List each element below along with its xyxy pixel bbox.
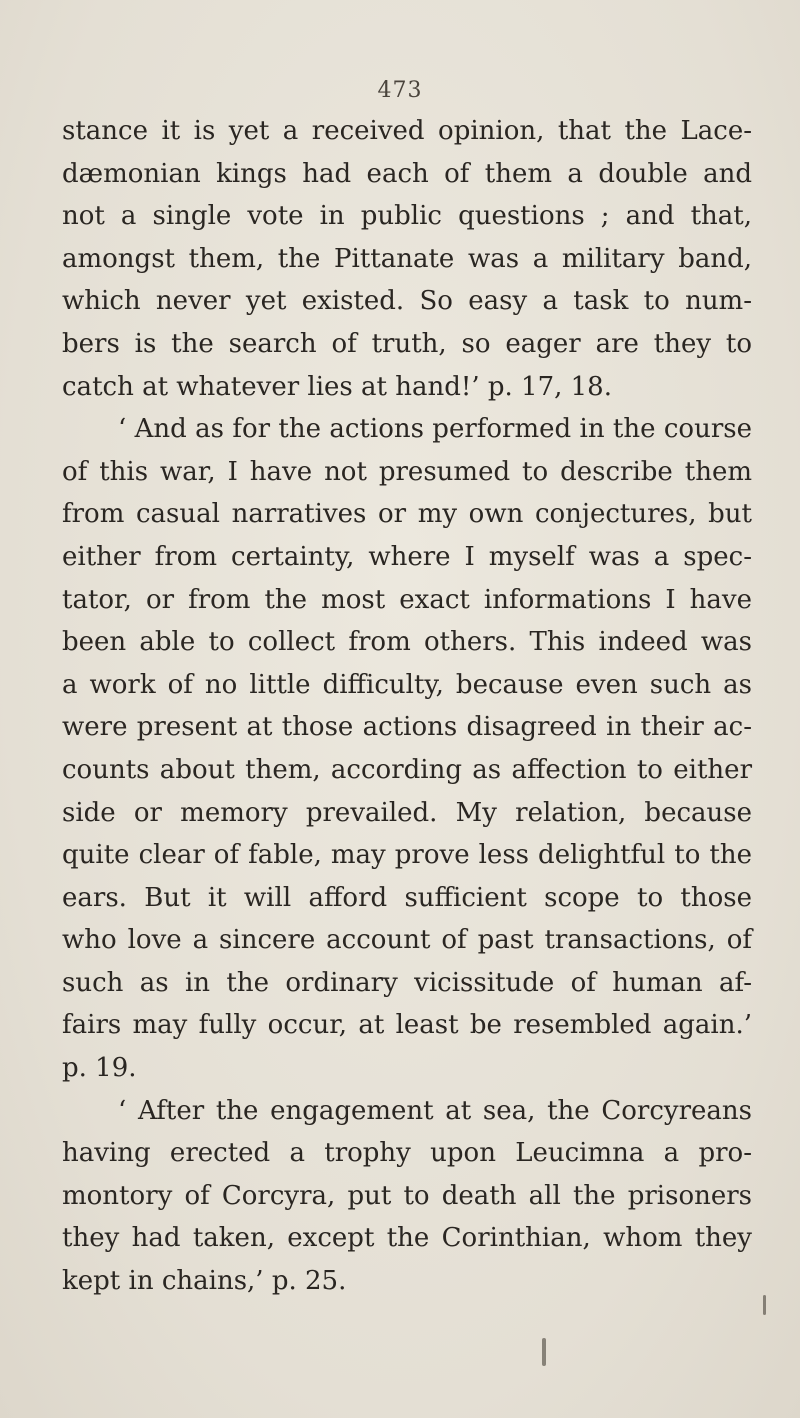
text-line: ears. But it will afford sufficient scope to those <box>62 882 752 913</box>
text-line: kept in chains,’ p. 25. <box>62 1266 347 1297</box>
text-line: amongst them, the Pittanate was a military band, <box>62 243 752 274</box>
text-line: which never yet existed. So easy a task to num- <box>62 286 752 317</box>
text-line: either from certainty, where I myself was a spec- <box>62 541 752 572</box>
text-line: from casual narratives or my own conjectures, but <box>62 499 752 530</box>
text-line: having erected a trophy upon Leucimna a pro- <box>62 1138 752 1169</box>
ink-mark <box>542 1338 546 1366</box>
page-number: 473 <box>377 78 423 103</box>
text-line: montory of Corcyra, put to death all the prisoners <box>62 1180 752 1211</box>
text-line: not a single vote in public questions ; and that, <box>62 201 752 232</box>
text-line: ‘ After the engagement at sea, the Corcyreans <box>118 1095 752 1126</box>
text-line: ‘ And as for the actions performed in the course <box>118 414 752 445</box>
text-line: bers is the search of truth, so eager are they to <box>62 328 752 359</box>
text-line: p. 19. <box>62 1053 137 1084</box>
text-line: dæmonian kings had each of them a double and <box>62 158 752 189</box>
text-line: fairs may fully occur, at least be resembled again.’ <box>62 1010 752 1041</box>
text-line: stance it is yet a received opinion, that the Lace- <box>62 116 752 146</box>
ink-mark <box>763 1295 766 1315</box>
text-line: counts about them, according as affection to either <box>62 754 752 785</box>
text-line: they had taken, except the Corinthian, whom they <box>62 1223 752 1254</box>
text-line: side or memory prevailed. My relation, because <box>62 797 752 828</box>
text-line: of this war, I have not presumed to describe them <box>62 456 752 487</box>
text-line: been able to collect from others. This indeed was <box>62 627 752 658</box>
text-line: quite clear of fable, may prove less delightful to the <box>62 840 752 871</box>
text-line: were present at those actions disagreed in their ac- <box>62 712 752 743</box>
text-line: tator, or from the most exact informations I have <box>62 584 752 615</box>
body-text <box>62 110 752 1303</box>
text-line: catch at whatever lies at hand!’ p. 17, 18. <box>62 371 612 402</box>
text-line: such as in the ordinary vicissitude of human af- <box>62 967 752 998</box>
text-line: a work of no little difficulty, because even such as <box>62 669 752 700</box>
text-line: who love a sincere account of past transactions, of <box>62 925 752 956</box>
